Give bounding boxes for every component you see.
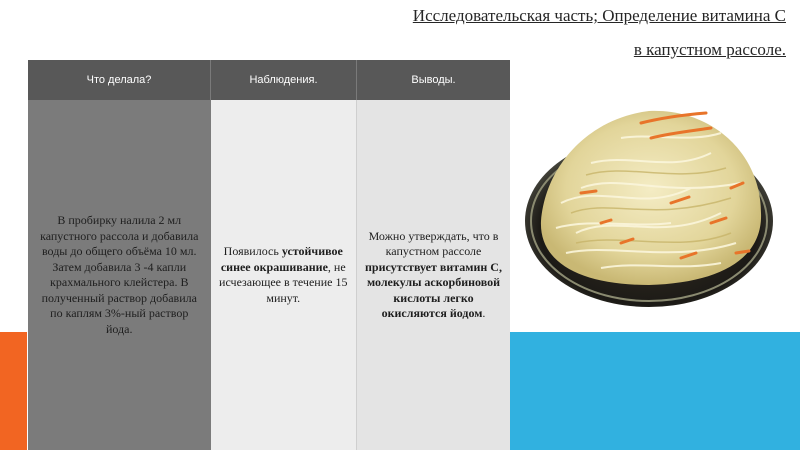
table-header-row	[28, 60, 510, 100]
observation-bold: устойчивое синее окрашивание	[220, 244, 343, 274]
conclusion-tail: .	[482, 306, 486, 320]
page-title-line1: Исследовательская часть; Определение витамина С	[412, 6, 786, 25]
decor-bar-orange	[0, 332, 27, 450]
sauerkraut-photo	[521, 93, 777, 309]
header-conclusions: Выводы.	[357, 60, 511, 100]
observation-text: Появилось	[223, 244, 282, 258]
header-observations: Наблюдения.	[211, 60, 357, 100]
header-what-did: Что делала?	[28, 60, 211, 100]
sauerkraut-image	[521, 93, 777, 309]
conclusion-bold: присутствует витамин С, молекулы аскорбиновой кислоты легко окисляются йодом	[365, 259, 502, 320]
cell-procedure: В пробирку налила 2 мл капустного рассола и добавила воды до общего объёма 10 мл. Затем добавила 3 -4 капли крахмального клейстера. В полученный раствор добавила по каплям 3%-ный раствор йода.	[28, 100, 211, 450]
page-title-line2: в капустном рассоле.	[633, 40, 786, 59]
observation-tail: , не исчезающее в течение 15 минут.	[219, 259, 348, 305]
conclusion-text: Можно утверждать, что в капустном рассоле	[368, 228, 499, 258]
experiment-table	[28, 60, 510, 450]
table-row	[28, 100, 510, 450]
decor-bar-blue	[510, 332, 800, 450]
cell-conclusion	[357, 100, 511, 450]
cell-observation	[211, 100, 357, 450]
